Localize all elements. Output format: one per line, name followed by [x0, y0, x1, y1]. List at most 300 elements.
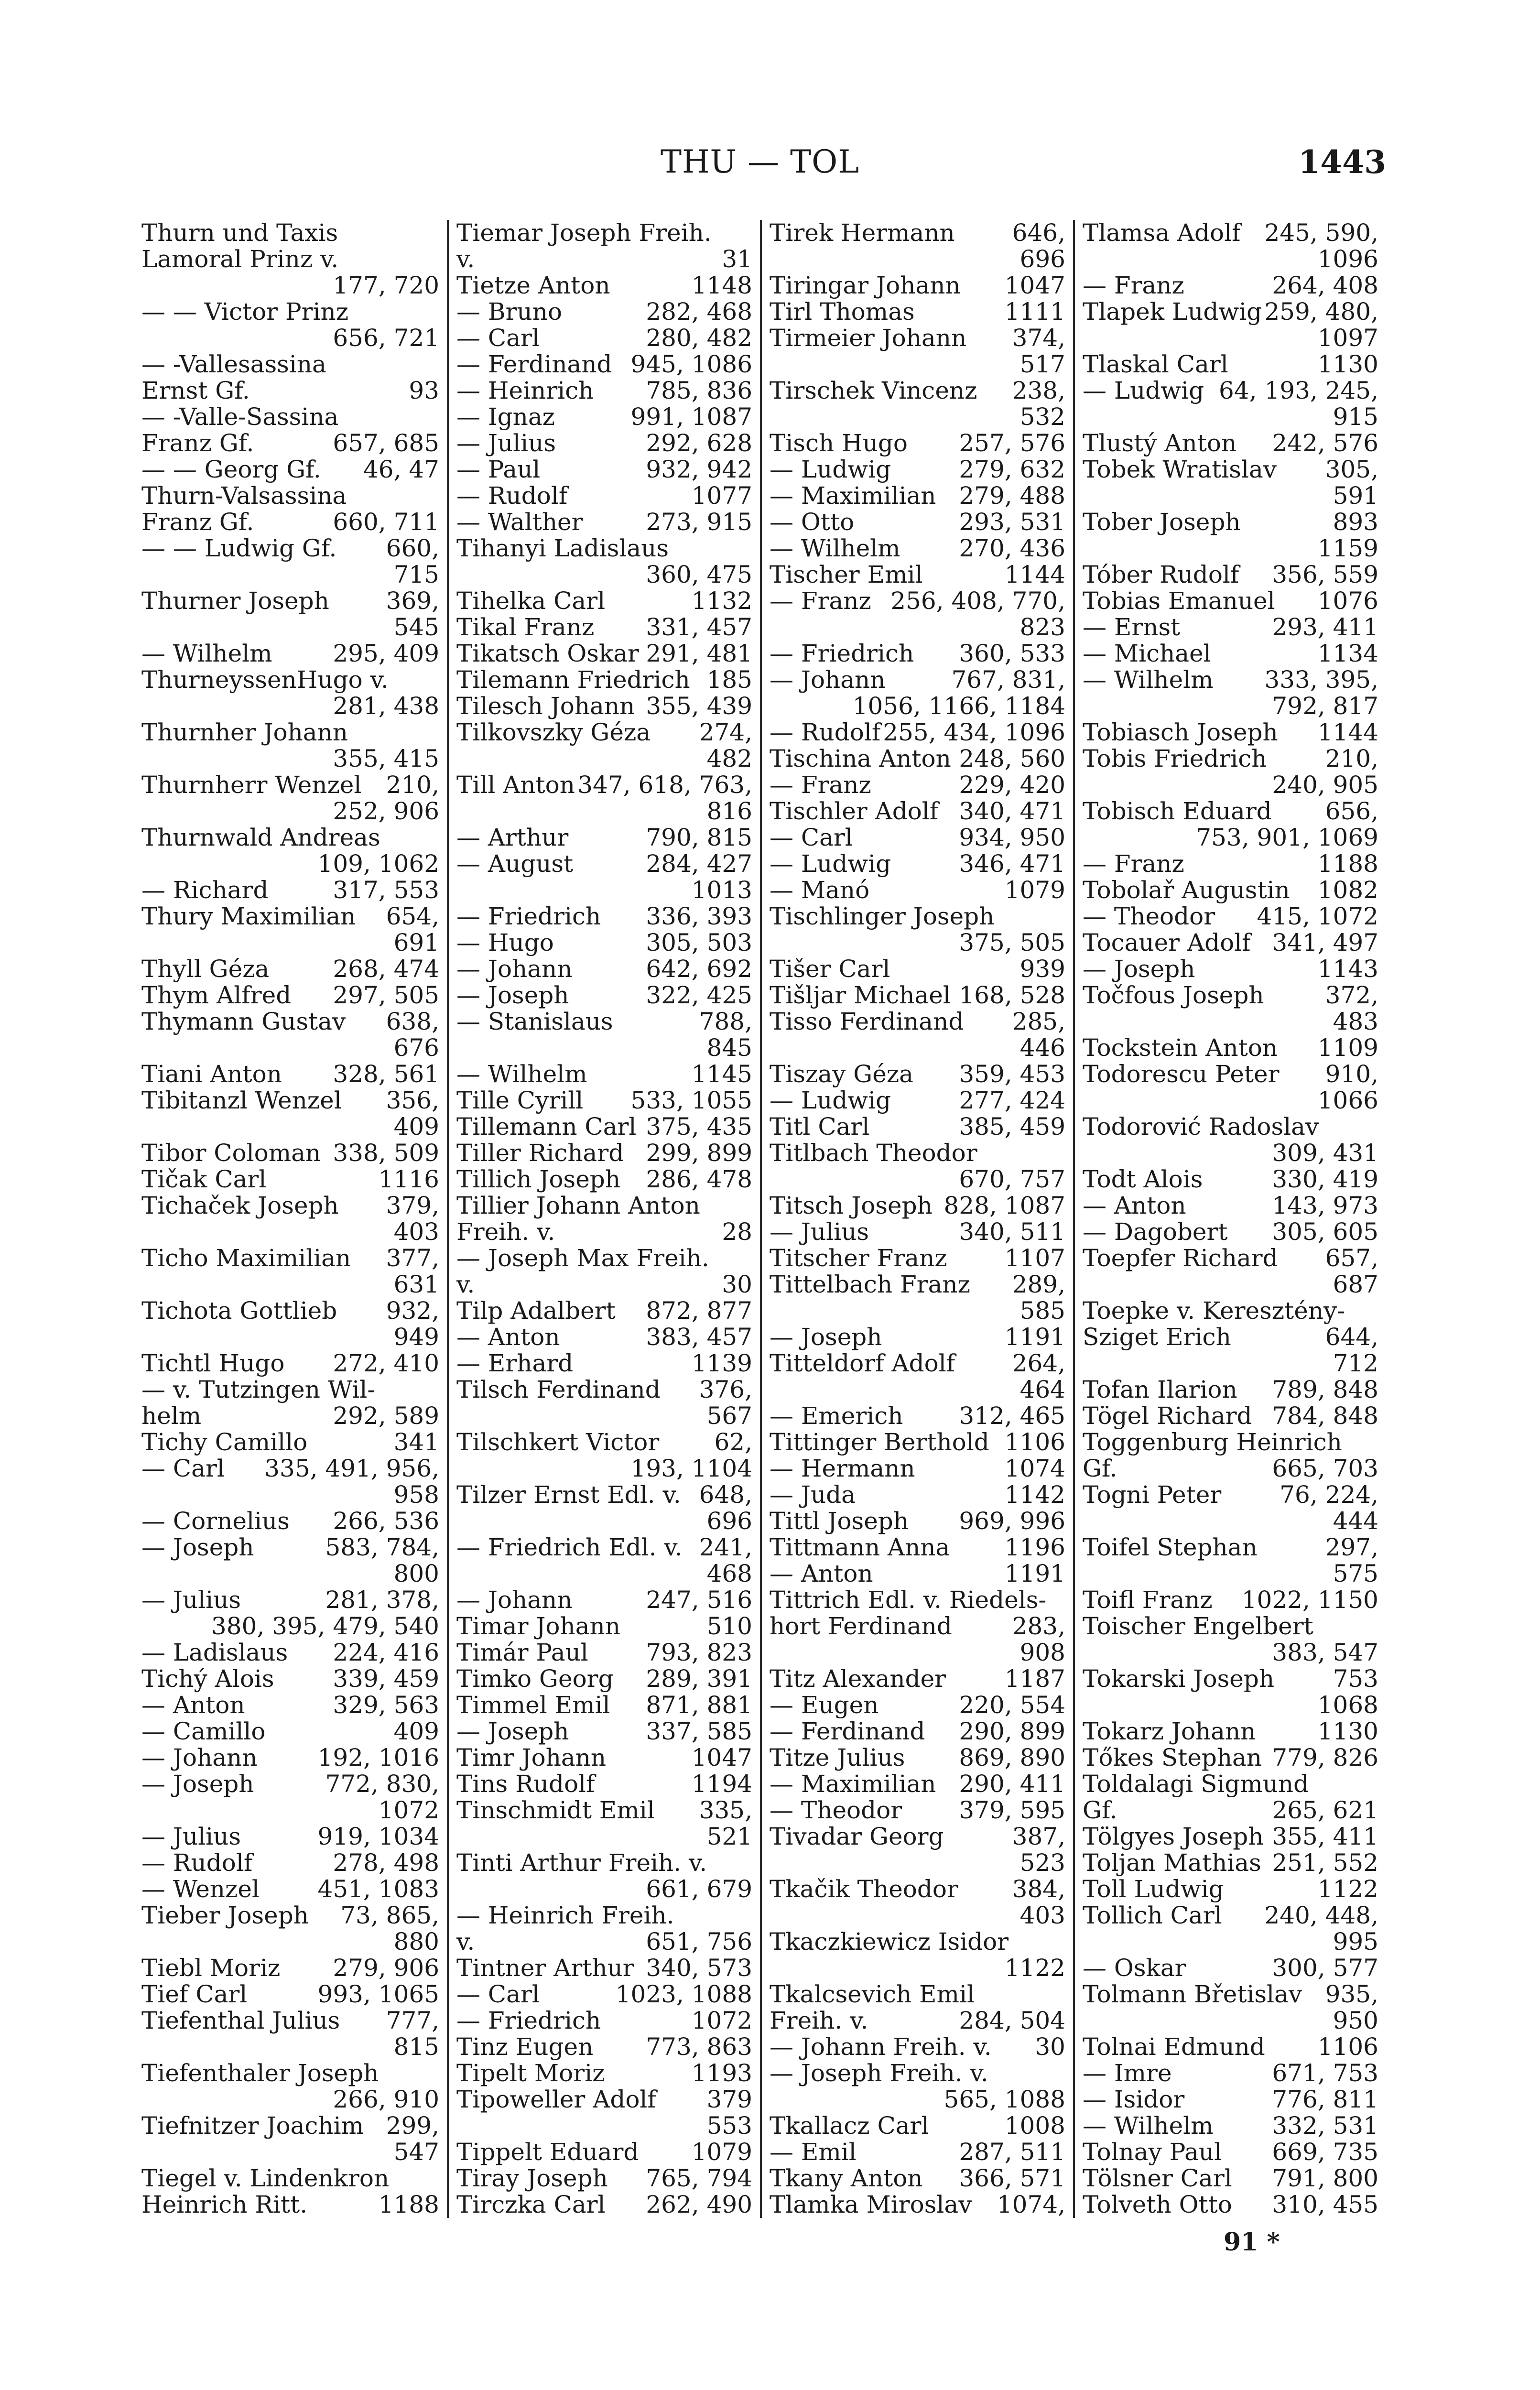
- index-entry: [141, 825, 439, 851]
- entry-name: Toepfer Richard: [1083, 1244, 1278, 1272]
- entry-page-refs: 251, 552: [1272, 1849, 1378, 1877]
- index-entry: [141, 2060, 439, 2086]
- entry-page-refs: 355, 411: [1272, 1823, 1378, 1850]
- index-entry: [456, 667, 752, 693]
- entry-page-refs: 468: [706, 1560, 752, 1587]
- entry-page-refs: 1068: [1317, 1691, 1378, 1719]
- entry-page-refs: 553: [706, 2112, 752, 2140]
- entry-page-refs: 255, 434, 1096: [883, 718, 1065, 746]
- entry-page-refs: 360, 475: [646, 561, 752, 588]
- entry-name: — Joseph Max Freih.: [456, 1244, 709, 1272]
- entry-name: Tőkes Stephan: [1083, 1744, 1262, 1771]
- entry-name: Točfous Joseph: [1083, 981, 1264, 1009]
- entry-name: Tirschek Vincenz: [770, 377, 977, 404]
- index-entry: [1083, 2060, 1378, 2086]
- entry-page-refs: 1144: [1004, 561, 1065, 588]
- entry-page-refs: 691: [393, 929, 439, 956]
- entry-name: Tlamka Miroslav: [770, 2191, 972, 2218]
- entry-name: Tiegel v. Lindenkron: [141, 2164, 390, 2192]
- entry-page-refs: 266, 910: [333, 2086, 439, 2113]
- index-entry: [141, 1429, 439, 1456]
- index-entry: [141, 1009, 439, 1035]
- entry-page-refs: 788,: [699, 1008, 752, 1035]
- entry-name: Timko Georg: [456, 1665, 614, 1693]
- entry-page-refs: 646,: [1012, 220, 1065, 247]
- index-entry: [1083, 1166, 1378, 1193]
- entry-page-refs: 264, 408: [1272, 272, 1378, 299]
- entry-page-refs: 845: [706, 1034, 752, 1062]
- entry-page-refs: 1144: [1317, 718, 1378, 746]
- index-entry: [1083, 825, 1378, 851]
- entry-page-refs: 1193: [691, 2059, 752, 2087]
- index-entry: [141, 1508, 439, 1534]
- entry-page-refs: 268, 474: [333, 955, 439, 983]
- index-entry: [141, 2165, 439, 2192]
- entry-page-refs: 753, 901, 1069: [1196, 824, 1378, 851]
- entry-name: Tittl Joseph: [770, 1507, 909, 1535]
- entry-name: Tibitanzl Wenzel: [141, 1086, 342, 1114]
- index-entry: [770, 1087, 1065, 1114]
- entry-page-refs: 715: [393, 561, 439, 588]
- entry-name: — Wilhelm: [456, 1060, 587, 1088]
- entry-page-refs: 1072: [691, 2007, 752, 2034]
- entry-page-refs: 958: [393, 1481, 439, 1509]
- entry-page-refs: 753: [1333, 1665, 1378, 1693]
- entry-page-refs: 660,: [386, 534, 439, 562]
- index-entry: [1083, 1482, 1378, 1508]
- entry-page-refs: 379: [706, 2086, 752, 2113]
- entry-page-refs: 265, 621: [1272, 1796, 1378, 1824]
- entry-name: — Anton: [770, 1560, 873, 1587]
- entry-name: — Manó: [770, 876, 870, 904]
- entry-name: — Julius: [770, 1218, 869, 1246]
- index-entry: [141, 1850, 439, 1876]
- index-entry: [141, 1876, 439, 1902]
- entry-page-refs: 790, 815: [646, 824, 752, 851]
- entry-name: Tihanyi Ladislaus: [456, 534, 669, 562]
- entry-name: Tokarski Joseph: [1083, 1665, 1275, 1693]
- entry-page-refs: 30: [1035, 2033, 1065, 2061]
- entry-page-refs: 356, 559: [1272, 561, 1378, 588]
- entry-name: — Emerich: [770, 1402, 903, 1430]
- index-entry: [141, 1797, 439, 1824]
- entry-name: Tlapek Ludwig: [1083, 298, 1262, 326]
- index-entry: [141, 272, 439, 299]
- index-entry: [770, 641, 1065, 667]
- index-entry: [770, 588, 1065, 614]
- index-entry: [141, 614, 439, 641]
- entry-page-refs: 383, 457: [646, 1323, 752, 1351]
- index-entry: [1083, 1640, 1378, 1666]
- index-entry: [456, 1403, 752, 1429]
- index-entry: [456, 483, 752, 509]
- entry-page-refs: 293, 411: [1272, 613, 1378, 641]
- entry-name: Tiefenthaler Joseph: [141, 2059, 379, 2087]
- page-title: THU — TOL: [660, 143, 860, 180]
- index-entry: [141, 719, 439, 746]
- entry-page-refs: 347, 618, 763,: [577, 771, 752, 799]
- entry-page-refs: 789, 848: [1272, 1376, 1378, 1403]
- entry-name: — Friedrich: [770, 640, 914, 667]
- entry-name: Tittinger Berthold: [770, 1428, 989, 1456]
- entry-name: Timr Johann: [456, 1744, 607, 1771]
- entry-page-refs: 523: [1019, 1849, 1065, 1877]
- index-entry: [456, 798, 752, 825]
- entry-name: — Heinrich Freih.: [456, 1901, 674, 1929]
- entry-page-refs: 1074,: [997, 2191, 1065, 2218]
- entry-page-refs: 331, 457: [646, 613, 752, 641]
- entry-name: — Ludwig: [770, 456, 891, 483]
- index-entry: [456, 614, 752, 641]
- index-entry: [770, 351, 1065, 378]
- index-entry: [770, 2060, 1065, 2086]
- entry-name: Tilschkert Victor: [456, 1428, 660, 1456]
- entry-name: Tilsch Ferdinand: [456, 1376, 661, 1403]
- index-entry: [1083, 982, 1378, 1009]
- entry-page-refs: 533, 1055: [630, 1086, 752, 1114]
- entry-name: — Franz: [770, 771, 871, 799]
- index-entry: [141, 1140, 439, 1166]
- entry-page-refs: 340, 511: [959, 1218, 1065, 1246]
- index-entry: [1083, 772, 1378, 798]
- index-entry: [141, 982, 439, 1009]
- entry-name: — Carl: [456, 324, 540, 352]
- entry-page-refs: 46, 47: [363, 456, 439, 483]
- index-entry: [141, 667, 439, 693]
- index-entry: [456, 1140, 752, 1166]
- index-entry: [141, 1692, 439, 1718]
- index-entry: [770, 456, 1065, 483]
- entry-name: — Rudolf: [770, 718, 881, 746]
- entry-page-refs: 1107: [1004, 1244, 1065, 1272]
- entry-name: — Anton: [141, 1691, 245, 1719]
- entry-page-refs: 193, 1104: [630, 1455, 752, 1482]
- index-entry: [770, 1929, 1065, 1955]
- index-entry: [141, 1718, 439, 1745]
- index-entry: [770, 483, 1065, 509]
- index-entry: [141, 693, 439, 719]
- entry-page-refs: 299,: [386, 2112, 439, 2140]
- entry-name: Tischler Adolf: [770, 797, 939, 825]
- entry-page-refs: 565, 1088: [944, 2086, 1065, 2113]
- index-entry: [770, 2165, 1065, 2192]
- index-entry: [456, 1061, 752, 1087]
- index-entry: [770, 2086, 1065, 2113]
- index-entry: [141, 2008, 439, 2034]
- entry-page-refs: 341, 497: [1272, 929, 1378, 956]
- index-entry: [141, 2139, 439, 2165]
- entry-name: Thym Alfred: [141, 981, 292, 1009]
- entry-name: Ernst Gf.: [141, 377, 250, 404]
- entry-page-refs: 949: [393, 1323, 439, 1351]
- entry-page-refs: 712: [1333, 1349, 1378, 1377]
- entry-name: Toldalagi Sigmund: [1083, 1770, 1309, 1798]
- index-entry: [456, 1640, 752, 1666]
- index-entry: [456, 1009, 752, 1035]
- entry-page-refs: 257, 576: [959, 429, 1065, 457]
- entry-page-refs: 297, 505: [333, 981, 439, 1009]
- entry-name: Tivadar Georg: [770, 1823, 944, 1850]
- entry-name: Titze Julius: [770, 1744, 905, 1771]
- index-entry: [1083, 1245, 1378, 1271]
- index-entry: [1083, 2139, 1378, 2165]
- index-entry: [141, 877, 439, 903]
- entry-name: Thurnherr Wenzel: [141, 771, 362, 799]
- entry-page-refs: 143, 973: [1272, 1192, 1378, 1219]
- entry-name: — Heinrich: [456, 377, 594, 404]
- entry-page-refs: 932, 942: [646, 456, 752, 483]
- entry-name: — Camillo: [141, 1717, 266, 1745]
- entry-page-refs: 375, 435: [646, 1113, 752, 1141]
- entry-name: Lamoral Prinz v.: [141, 245, 339, 273]
- index-entry: [1083, 851, 1378, 877]
- entry-name: v.: [456, 1271, 475, 1298]
- entry-name: helm: [141, 1402, 202, 1430]
- index-column-1: [134, 220, 447, 2218]
- entry-name: Tibor Coloman: [141, 1139, 321, 1167]
- entry-name: Tokarz Johann: [1083, 1717, 1256, 1745]
- entry-page-refs: 336, 393: [646, 902, 752, 930]
- entry-page-refs: 76, 224,: [1280, 1481, 1378, 1509]
- entry-page-refs: 403: [393, 1218, 439, 1246]
- index-entry: [456, 1850, 752, 1876]
- index-entry: [456, 825, 752, 851]
- entry-page-refs: 210,: [1325, 745, 1378, 772]
- entry-name: — Joseph: [770, 1323, 882, 1351]
- entry-name: Tirek Hermann: [770, 220, 955, 247]
- index-entry: [141, 404, 439, 430]
- entry-name: — Rudolf: [141, 1849, 253, 1877]
- entry-page-refs: 273, 915: [646, 508, 752, 536]
- entry-page-refs: 109, 1062: [317, 850, 439, 878]
- index-entry: [1083, 719, 1378, 746]
- index-entry: [1083, 2113, 1378, 2139]
- entry-name: Tockstein Anton: [1083, 1034, 1278, 1062]
- index-entry: [141, 1087, 439, 1114]
- entry-page-refs: 1008: [1004, 2112, 1065, 2140]
- index-entry: [141, 1035, 439, 1061]
- index-entry: [770, 1771, 1065, 1797]
- index-entry: [141, 509, 439, 535]
- entry-name: — Ladislaus: [141, 1639, 288, 1666]
- entry-page-refs: 1109: [1317, 1034, 1378, 1062]
- index-entry: [1083, 1587, 1378, 1613]
- entry-page-refs: 387,: [1012, 1823, 1065, 1850]
- index-entry: [456, 1114, 752, 1140]
- index-entry: [456, 877, 752, 903]
- index-entry: [456, 456, 752, 483]
- entry-page-refs: 295, 409: [333, 640, 439, 667]
- entry-page-refs: 64, 193, 245,: [1219, 377, 1378, 404]
- entry-page-refs: 784, 848: [1272, 1402, 1378, 1430]
- index-entry: [141, 1219, 439, 1245]
- entry-page-refs: 290, 411: [959, 1770, 1065, 1798]
- index-entry: [141, 1456, 439, 1482]
- entry-page-refs: 656, 721: [333, 324, 439, 352]
- entry-name: Tiller Richard: [456, 1139, 624, 1167]
- index-entry: [456, 1508, 752, 1534]
- entry-name: — Rudolf: [456, 482, 568, 510]
- entry-name: — Emil: [770, 2138, 857, 2166]
- entry-name: Titz Alexander: [770, 1665, 946, 1693]
- entry-page-refs: 1139: [691, 1349, 752, 1377]
- index-entry: [770, 667, 1065, 693]
- entry-page-refs: 340, 573: [646, 1954, 752, 1982]
- index-entry: [770, 1271, 1065, 1298]
- index-entry: [770, 746, 1065, 772]
- entry-page-refs: 991, 1087: [630, 403, 752, 431]
- entry-page-refs: 671, 753: [1272, 2059, 1378, 2087]
- entry-page-refs: 28: [722, 1218, 752, 1246]
- entry-page-refs: 1079: [691, 2138, 752, 2166]
- index-entry: [770, 1009, 1065, 1035]
- entry-name: Tlaskal Carl: [1083, 350, 1228, 378]
- entry-page-refs: 245, 590,: [1264, 220, 1378, 247]
- entry-name: — Julius: [456, 429, 556, 457]
- entry-page-refs: 656,: [1325, 797, 1378, 825]
- entry-page-refs: 310, 455: [1272, 2191, 1378, 2218]
- entry-page-refs: 355, 439: [646, 692, 752, 720]
- index-entry: [1083, 456, 1378, 483]
- entry-name: Thury Maximilian: [141, 902, 356, 930]
- entry-name: Toggenburg Heinrich: [1083, 1428, 1342, 1456]
- entry-name: — Joseph Freih. v.: [770, 2059, 988, 2087]
- entry-page-refs: 644,: [1325, 1323, 1378, 1351]
- entry-page-refs: 932,: [386, 1297, 439, 1325]
- index-entry: [456, 1902, 752, 1929]
- entry-page-refs: 792, 817: [1272, 692, 1378, 720]
- entry-page-refs: 1077: [691, 482, 752, 510]
- index-entry: [770, 1902, 1065, 1929]
- entry-name: Tichy Camillo: [141, 1428, 308, 1456]
- entry-name: — -Vallesassina: [141, 350, 326, 378]
- index-entry: [1083, 1745, 1378, 1771]
- index-entry: [770, 2139, 1065, 2165]
- index-entry: [1083, 1061, 1378, 1087]
- entry-page-refs: 247, 516: [646, 1586, 752, 1614]
- index-entry: [1083, 1114, 1378, 1140]
- index-entry: [770, 798, 1065, 825]
- entry-name: Tlamsa Adolf: [1083, 220, 1241, 247]
- entry-page-refs: 1076: [1317, 587, 1378, 615]
- entry-name: — Carl: [456, 1980, 540, 2008]
- index-entry: [456, 641, 752, 667]
- index-entry: [1083, 693, 1378, 719]
- entry-page-refs: 670, 757: [959, 1165, 1065, 1193]
- entry-page-refs: 286, 478: [646, 1165, 752, 1193]
- entry-page-refs: 935,: [1325, 1980, 1378, 2008]
- index-entry: [1083, 2034, 1378, 2060]
- index-entry: [456, 2192, 752, 2218]
- index-entry: [770, 325, 1065, 351]
- entry-page-refs: 312, 465: [959, 1402, 1065, 1430]
- entry-name: v.: [456, 1928, 475, 1955]
- entry-page-refs: 229, 420: [959, 771, 1065, 799]
- index-entry: [1083, 956, 1378, 982]
- entry-name: — Otto: [770, 508, 855, 536]
- entry-name: — Maximilian: [770, 482, 936, 510]
- index-entry: [1083, 1193, 1378, 1219]
- index-entry: [1083, 351, 1378, 378]
- entry-page-refs: 1130: [1317, 350, 1378, 378]
- entry-name: Tiefenthal Julius: [141, 2007, 340, 2034]
- entry-name: — Wenzel: [141, 1875, 260, 1903]
- entry-name: Tillich Joseph: [456, 1165, 621, 1193]
- index-entry: [770, 1745, 1065, 1771]
- entry-page-refs: 322, 425: [646, 981, 752, 1009]
- entry-name: Tihelka Carl: [456, 587, 606, 615]
- entry-name: Tišer Carl: [770, 955, 890, 983]
- entry-name: Freih. v.: [456, 1218, 555, 1246]
- entry-page-refs: 995: [1333, 1928, 1378, 1955]
- entry-name: Tittelbach Franz: [770, 1271, 970, 1298]
- index-entry: [456, 2165, 752, 2192]
- entry-name: Tins Rudolf: [456, 1770, 595, 1798]
- index-entry: [770, 1482, 1065, 1508]
- index-entry: [456, 746, 752, 772]
- entry-name: Tillemann Carl: [456, 1113, 637, 1141]
- entry-name: Tober Joseph: [1083, 508, 1241, 536]
- entry-name: Tille Cyrill: [456, 1086, 584, 1114]
- index-entry: [770, 378, 1065, 404]
- entry-page-refs: 1194: [691, 1770, 752, 1798]
- entry-name: Tisch Hugo: [770, 429, 908, 457]
- entry-name: — Joseph: [456, 981, 569, 1009]
- index-entry: [456, 1271, 752, 1298]
- index-entry: [456, 2008, 752, 2034]
- entry-page-refs: 252, 906: [333, 797, 439, 825]
- entry-name: Tkany Anton: [770, 2164, 923, 2192]
- index-entry: [141, 798, 439, 825]
- index-columns: [134, 220, 1386, 2218]
- index-entry: [456, 1298, 752, 1324]
- index-entry: [770, 1429, 1065, 1456]
- entry-name: Tiebl Moriz: [141, 1954, 281, 1982]
- index-entry: [141, 1929, 439, 1955]
- index-entry: [456, 1219, 752, 1245]
- index-entry: [141, 246, 439, 272]
- entry-name: Tocauer Adolf: [1083, 929, 1251, 956]
- entry-page-refs: 300, 577: [1272, 1954, 1378, 1982]
- entry-page-refs: 638,: [386, 1008, 439, 1035]
- entry-name: Thurn-Valsassina: [141, 482, 347, 510]
- entry-name: — Johann: [141, 1744, 258, 1771]
- entry-name: — Ludwig: [770, 850, 891, 878]
- entry-page-refs: 772, 830,: [325, 1770, 439, 1798]
- index-entry: [770, 246, 1065, 272]
- index-entry: [1083, 798, 1378, 825]
- entry-page-refs: 93: [409, 377, 439, 404]
- index-entry: [770, 1876, 1065, 1902]
- entry-page-refs: 871, 881: [646, 1691, 752, 1719]
- entry-name: Tikal Franz: [456, 613, 595, 641]
- entry-page-refs: 385, 459: [959, 1113, 1065, 1141]
- entry-name: — Erhard: [456, 1349, 574, 1377]
- entry-name: Tikatsch Oskar: [456, 640, 639, 667]
- index-entry: [141, 1114, 439, 1140]
- entry-name: — Ferdinand: [770, 1717, 925, 1745]
- entry-page-refs: 240, 448,: [1264, 1901, 1378, 1929]
- entry-page-refs: 1072: [378, 1796, 439, 1824]
- entry-page-refs: 823: [1019, 613, 1065, 641]
- entry-name: Franz Gf.: [141, 508, 254, 536]
- entry-page-refs: 1159: [1317, 534, 1378, 562]
- index-entry: [141, 1745, 439, 1771]
- entry-page-refs: 591: [1333, 482, 1378, 510]
- index-entry: [1083, 246, 1378, 272]
- entry-page-refs: 330, 419: [1272, 1165, 1378, 1193]
- entry-page-refs: 464: [1019, 1376, 1065, 1403]
